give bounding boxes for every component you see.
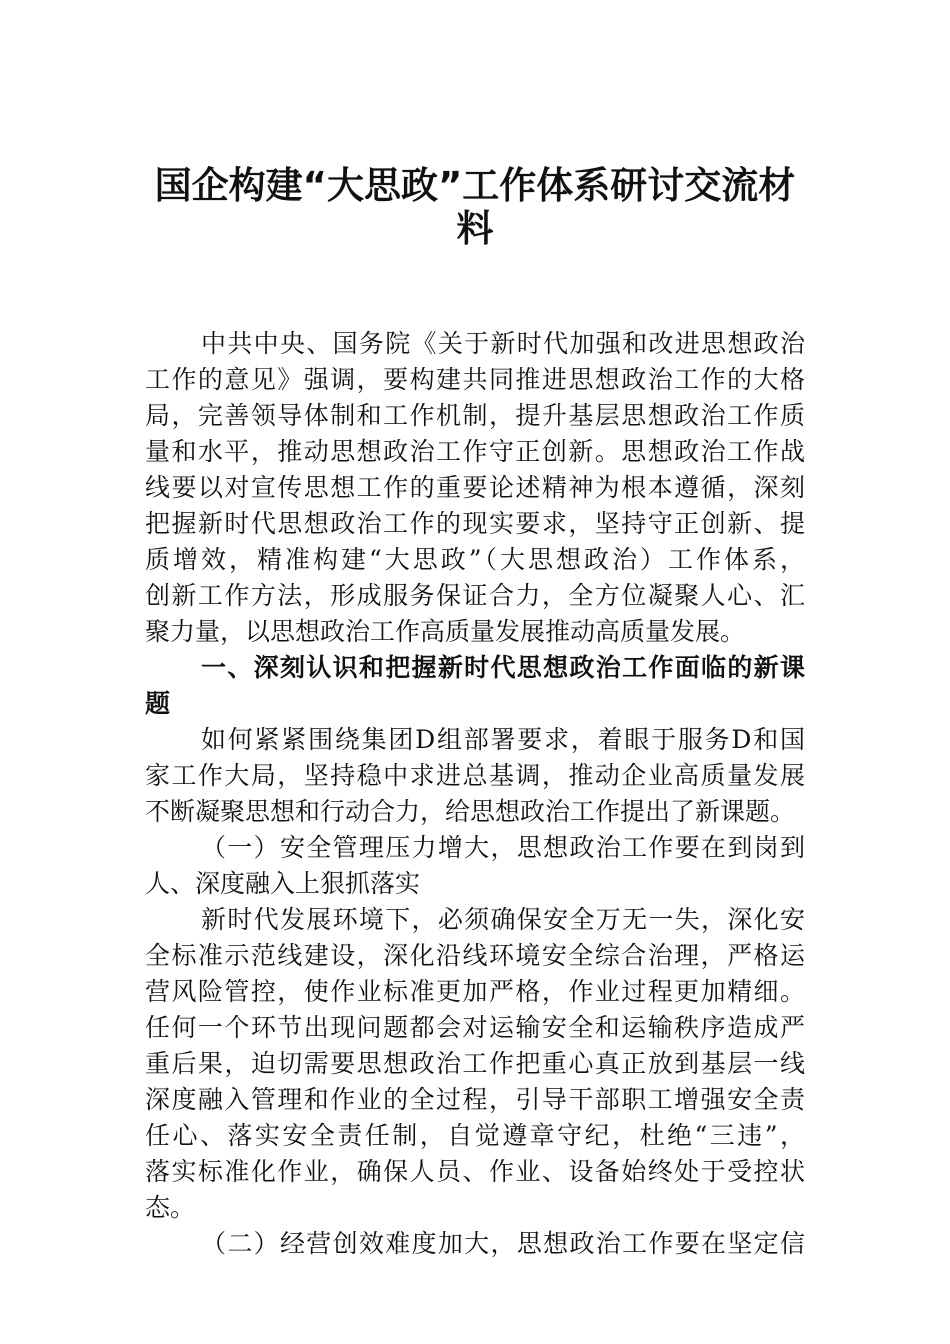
paragraph-line: 任心、落实安全责任制，自觉遵章守纪，杜绝“三违”， xyxy=(145,1121,805,1150)
paragraph-line: 工作的意见》强调，要构建共同推进思想政治工作的大格 xyxy=(145,365,805,394)
paragraph-line: 如何紧紧围绕集团D组部署要求，着眼于服务D和国 xyxy=(201,725,805,754)
paragraph-line: 全标准示范线建设，深化沿线环境安全综合治理，严格运 xyxy=(145,941,805,970)
paragraph-line: 线要以对宣传思想工作的重要论述精神为根本遵循，深刻 xyxy=(145,473,805,502)
document-title-continued: 料 xyxy=(456,207,494,250)
subsection-heading: （一）安全管理压力增大，思想政治工作要在到岗到 xyxy=(201,833,805,862)
paragraph-line: 营风险管控，使作业标准更加严格，作业过程更加精细。 xyxy=(145,977,805,1006)
subsection-heading: （二）经营创效难度加大，思想政治工作要在坚定信 xyxy=(201,1229,805,1258)
paragraph-line: 态。 xyxy=(145,1193,196,1222)
paragraph-line: 量和水平，推动思想政治工作守正创新。思想政治工作战 xyxy=(145,437,805,466)
paragraph-line: 深度融入管理和作业的全过程，引导干部职工增强安全责 xyxy=(145,1085,805,1114)
section-heading: 题 xyxy=(145,689,171,718)
section-heading: 一、深刻认识和把握新时代思想政治工作面临的新课 xyxy=(201,653,805,682)
paragraph-line: 中共中央、国务院《关于新时代加强和改进思想政治 xyxy=(201,329,805,358)
paragraph-line: 质增效，精准构建“大思政”（大思想政治）工作体系， xyxy=(145,545,805,574)
document-title: 国企构建“大思政”工作体系研讨交流材 xyxy=(154,164,796,207)
paragraph-line: 家工作大局，坚持稳中求进总基调，推动企业高质量发展 xyxy=(145,761,805,790)
paragraph-line: 新时代发展环境下，必须确保安全万无一失，深化安 xyxy=(201,905,805,934)
paragraph-line: 重后果，迫切需要思想政治工作把重心真正放到基层一线 xyxy=(145,1049,805,1078)
paragraph-line: 任何一个环节出现问题都会对运输安全和运输秩序造成严 xyxy=(145,1013,805,1042)
paragraph-line: 局，完善领导体制和工作机制，提升基层思想政治工作质 xyxy=(145,401,805,430)
paragraph-line: 不断凝聚思想和行动合力，给思想政治工作提出了新课题。 xyxy=(145,797,796,826)
paragraph-line: 把握新时代思想政治工作的现实要求，坚持守正创新、提 xyxy=(145,509,805,538)
subsection-heading: 人、深度融入上狠抓落实 xyxy=(145,869,421,898)
paragraph-line: 创新工作方法，形成服务保证合力，全方位凝聚人心、汇 xyxy=(145,581,805,610)
document-body xyxy=(145,326,805,1262)
paragraph-line: 聚力量，以思想政治工作高质量发展推动高质量发展。 xyxy=(145,617,746,646)
paragraph-line: 落实标准化作业，确保人员、作业、设备始终处于受控状 xyxy=(145,1157,805,1186)
